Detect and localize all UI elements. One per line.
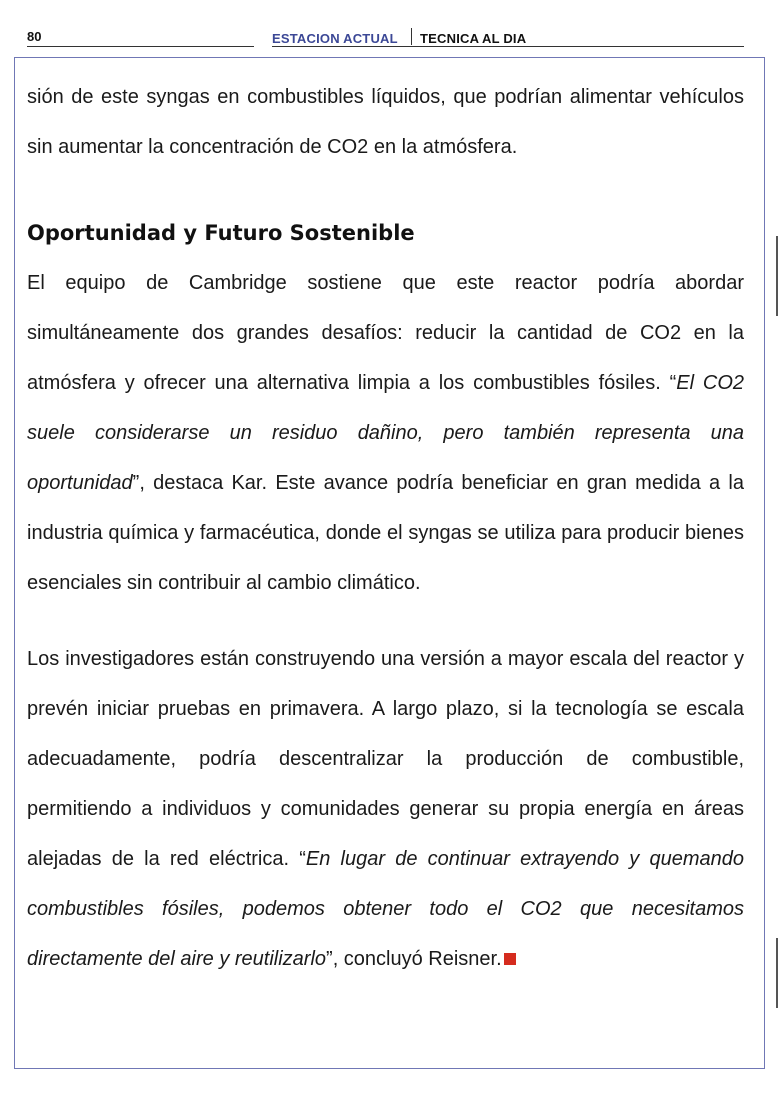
paragraph-spacer [27,608,744,634]
article-body [27,72,744,984]
paragraph-3-text-start: Los investigadores están construyendo una versión a mayor escala del reactor y prevén iniciar pruebas en primavera. A largo plazo, si la tecnología se escala adecuadamente, podría descentralizar la producción de combustible, permitiendo a individuos y comunidades generar su propia energía en áreas alejadas de la red eléctrica. “ [27,648,744,870]
intro-paragraph: sión de este syngas en combustibles líquidos, que podrían alimentar vehículos sin aumentar la concentración de CO2 en la atmósfera. [27,86,744,158]
paragraph-2-text-start: El equipo de Cambridge sostiene que este reactor podría abordar simultáneamente dos grandes desafíos: reducir la cantidad de CO2 en la atmósfera y ofrecer una alternativa limpia a los combustibles fósiles. “ [27,272,744,394]
page-edge-mark-top [776,236,778,316]
subsection-title: TECNICA AL DIA [420,31,527,46]
page-edge-mark-bottom [776,938,778,1008]
section-title: ESTACION ACTUAL [272,31,398,46]
end-of-article-square-icon [504,953,516,965]
page-header [0,0,779,60]
page-number: 80 [27,29,42,44]
header-divider [411,28,412,45]
article-heading: Oportunidad y Futuro Sostenible [27,221,415,245]
paragraph-3 [27,634,744,984]
paragraph-2-quote: El CO2 suele considerarse un residuo dañino, pero también representa una oportunidad [27,372,744,494]
paragraph-2-text-end: ”, destaca Kar. Este avance podría beneficiar en gran medida a la industria química y farmacéutica, donde el syngas se utiliza para producir bienes esenciales sin contribuir al cambio climático. [27,472,744,594]
paragraph-spacer [27,172,744,208]
paragraph-3-quote: En lugar de continuar extrayendo y quemando combustibles fósiles, podemos obtener todo el CO2 que necesitamos directamente del aire y reutilizarlo [27,848,744,970]
header-rule-right [272,46,744,47]
paragraph-2 [27,258,744,608]
paragraph-3-text-end: ”, concluyó Reisner. [326,948,502,970]
header-rule-left [27,46,254,47]
